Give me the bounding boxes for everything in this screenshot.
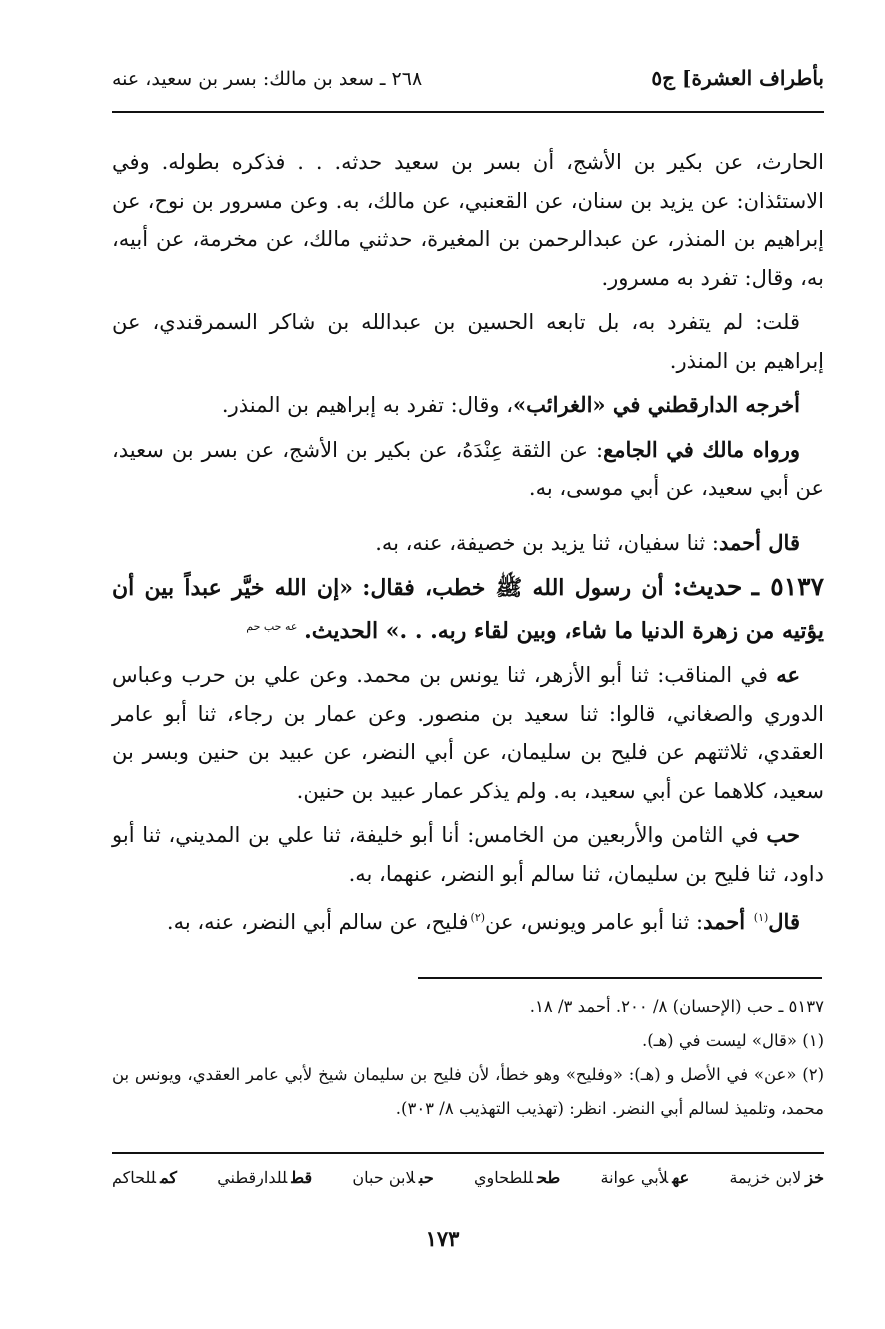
hadith-intro: أن رسول الله ﷺ خطب، فقال: — [362, 575, 664, 601]
paragraph-8 — [112, 899, 824, 942]
abbreviation-key — [112, 1168, 824, 1187]
paragraph-4 — [112, 431, 824, 508]
footnote-ref-2: (٢) — [470, 911, 486, 924]
paragraph-7-text: في الثامن والأربعين من الخامس: أنا أبو خليفة، ثنا علي بن المديني، ثنا أبو داود، ثنا فليح بن سليمان، ثنا سالم أبو النضر، عنهما، به. — [112, 823, 824, 886]
paragraph-2: قلت: لم يتفرد به، بل تابعه الحسين بن عبدالله بن شاكر السمرقندي، عن إبراهيم بن المنذر. — [112, 310, 824, 373]
paragraph-6-text: في المناقب: ثنا أبو الأزهر، ثنا يونس بن محمد. وعن علي بن حرب وعباس الدوري والصغاني، قالوا: ثنا سعيد بن منصور. وعن عمار بن رجاء، ثنا أبو عامر العقدي، ثلاثتهم عن فليح بن سليمان، عن أبي النضر، عن عبيد بن حنين وبسر بن سعيد، كلاهما عن أبي سعيد، به. ولم يذكر عمار عبيد بن حنين. — [112, 663, 824, 803]
qal-word: قال — [768, 909, 800, 934]
abbrev-awana: عهلأبي عوانة — [600, 1168, 690, 1187]
footnote-rule — [418, 977, 822, 979]
paragraph-6 — [112, 656, 824, 810]
hadith-matn: «إن الله خيَّر عبداً بين أن يؤتيه من زهرة الدنيا ما شاء، وبين لقاء ربه. . .» الحديث. — [112, 575, 824, 644]
paragraph-8-text-b: فليح، عن سالم أبي النضر، عنه، به. — [166, 910, 469, 934]
paragraph-3-text: ، وقال: تفرد به إبراهيم بن المنذر. — [221, 393, 514, 417]
code-hibban: حب — [766, 822, 800, 847]
hadith-number: ٥١٣٧ ـ — [751, 572, 824, 601]
footnote-takhrij: ٥١٣٧ ـ حب (الإحسان) ٨/ ٢٠٠. أحمد ٣/ ١٨. — [529, 997, 824, 1016]
abbrev-darqutni: قطللدارقطني — [217, 1168, 313, 1187]
footnote-2: (٢) «عن» في الأصل و (هـ): «وفليح» وهو خطأ، لأن فليح بن سليمان شيخ لأبي عامر العقدي، ويونس بن محمد، وتلميذ لسالم أبي النضر. انظر: (تهذيب التهذيب ٨/ ٣٠٣). — [112, 1065, 824, 1118]
paragraph-5 — [112, 524, 824, 563]
abbrev-khuzaymah: خزلابن خزيمة — [729, 1168, 824, 1187]
paragraph-1: الحارث، عن بكير بن الأشج، أن بسر بن سعيد حدثه. . . فذكره بطوله. وفي الاستئذان: عن يزيد بن سنان، عن القعنبي، عن مالك، به. وعن مسرور بن نوح، عن إبراهيم بن المنذر، عن عبدالرحمن بن المغيرة، حدثني مالك، عن مخرمة، عن أبيه، به، وقال: تفرد به مسرور. — [112, 150, 824, 290]
main-text — [112, 143, 824, 948]
footnote-ref-1: (١) — [753, 911, 769, 924]
footnotes — [112, 990, 824, 1126]
abbrev-hakim: كمللحاكم — [112, 1168, 177, 1187]
page-number: ١٧٣ — [425, 1226, 460, 1251]
hadith-label: حديث: — [672, 572, 743, 601]
bottom-rule — [112, 1152, 824, 1154]
abbrev-hibban: حبلابن حبان — [352, 1168, 434, 1187]
source-ahmad: قال أحمد — [719, 529, 800, 555]
code-awana: عه — [776, 662, 800, 687]
abbrev-tahawi: طحللطحاوي — [474, 1168, 561, 1187]
matn-source-marks: عه حب حم — [246, 619, 298, 633]
running-title: ٢٦٨ ـ سعد بن مالك: بسر بن سعيد، عنه — [112, 68, 423, 90]
footnote-1: (١) «قال» ليست في (هـ). — [641, 1031, 824, 1050]
page-header — [112, 62, 824, 102]
paragraph-5-text: : ثنا سفيان، ثنا يزيد بن خصيفة، عنه، به. — [375, 530, 719, 555]
book-title: بأطراف العشرة] ج٥ — [651, 66, 824, 90]
paragraph-4-text: : عن الثقة عِنْدَهُ، عن بكير بن الأشج، عن بسر بن سعيد، عن أبي سعيد، عن أبي موسى، به. — [112, 437, 824, 500]
source-malik: ورواه مالك في الجامع — [603, 436, 800, 462]
source-ahmad-2: أحمد — [703, 909, 746, 934]
paragraph-7 — [112, 816, 824, 893]
paragraph-8-text-a: : ثنا أبو عامر ويونس، عن — [485, 910, 704, 934]
hadith-heading — [112, 568, 824, 650]
header-rule — [112, 111, 824, 113]
source-darqutni: أخرجه الدارقطني في «الغرائب» — [513, 392, 800, 417]
paragraph-3 — [112, 386, 824, 425]
